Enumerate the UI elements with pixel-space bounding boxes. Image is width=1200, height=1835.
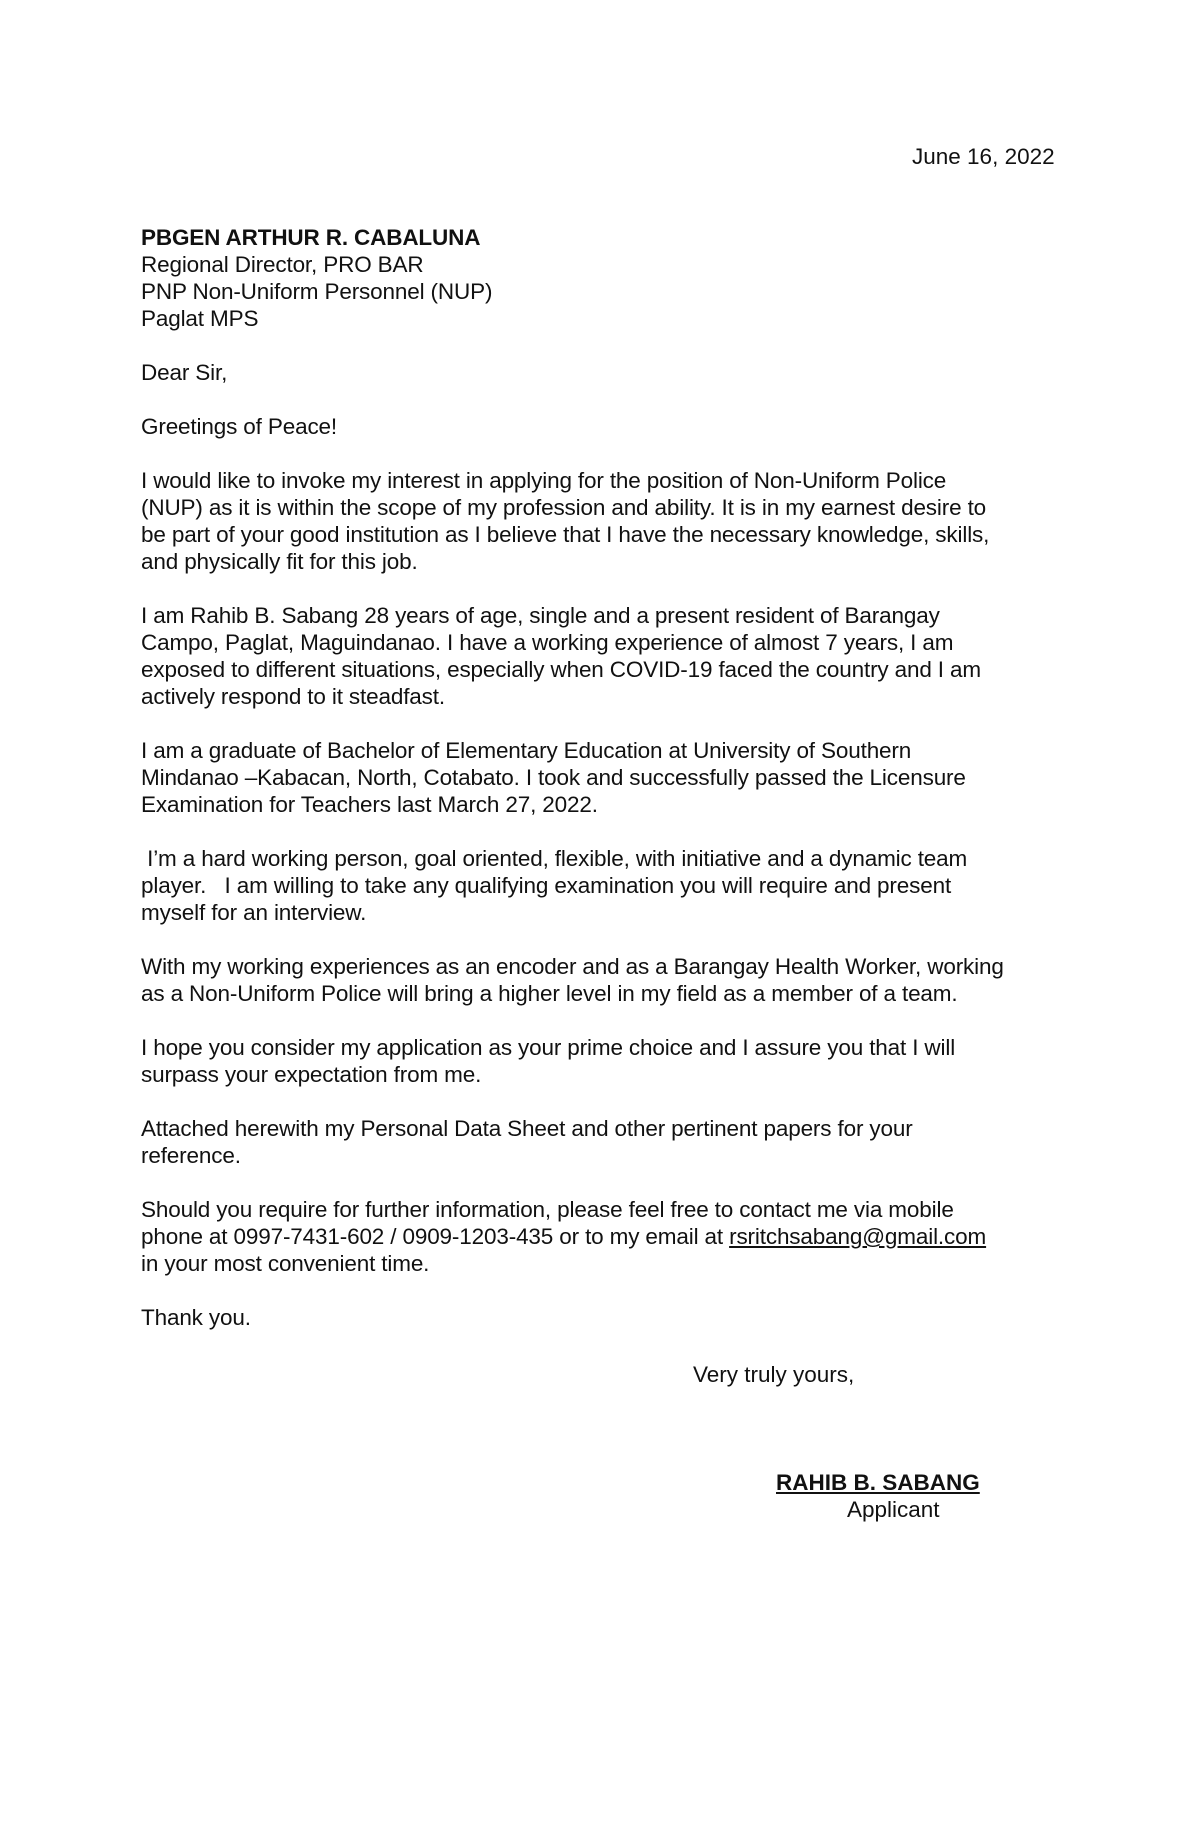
paragraph-line: I hope you consider my application as your prime choice and I assure you that I will (141, 1035, 956, 1060)
paragraph-line: Should you require for further information, please feel free to contact me via mobile (141, 1197, 954, 1222)
recipient-location: Paglat MPS (141, 306, 259, 331)
paragraph-education (141, 737, 1071, 818)
paragraph-line: player. I am willing to take any qualifying examination you will require and present (141, 873, 952, 898)
contact-phones: phone at 0997-7431-602 / 0909-1203-435 or to my email at (141, 1224, 730, 1249)
recipient-name: PBGEN ARTHUR R. CABALUNA (141, 225, 481, 250)
signer-title: Applicant (847, 1497, 940, 1522)
greeting: Greetings of Peace! (141, 414, 338, 439)
paragraph-line: myself for an interview. (141, 900, 367, 925)
closing: Very truly yours, (693, 1362, 855, 1387)
salutation: Dear Sir, (141, 360, 228, 385)
signer-name: RAHIB B. SABANG (776, 1470, 980, 1495)
paragraph-line: and physically fit for this job. (141, 549, 418, 574)
paragraph-line: reference. (141, 1143, 241, 1168)
letter-date: June 16, 2022 (912, 144, 1055, 169)
paragraph-line: as a Non-Uniform Police will bring a higher level in my field as a member of a team. (141, 981, 958, 1006)
paragraph-line: Examination for Teachers last March 27, 2022. (141, 792, 598, 817)
paragraph-qualities (141, 845, 1071, 926)
paragraph-line: be part of your good institution as I believe that I have the necessary knowledge, skills, (141, 522, 990, 547)
paragraph-line: surpass your expectation from me. (141, 1062, 482, 1087)
paragraph-line: (NUP) as it is within the scope of my profession and ability. It is in my earnest desire to (141, 495, 987, 520)
paragraph-line: Campo, Paglat, Maguindanao. I have a working experience of almost 7 years, I am (141, 630, 954, 655)
paragraph-attachments (141, 1115, 1071, 1169)
thanks: Thank you. (141, 1305, 251, 1330)
letter-body (141, 224, 1071, 1331)
paragraph-consideration (141, 1034, 1071, 1088)
recipient-organization: PNP Non-Uniform Personnel (NUP) (141, 279, 493, 304)
paragraph-line: actively respond to it steadfast. (141, 684, 445, 709)
paragraph-interest (141, 467, 1071, 575)
paragraph-line: exposed to different situations, especially when COVID-19 faced the country and I am (141, 657, 981, 682)
paragraph-contact (141, 1196, 1071, 1277)
paragraph-line: With my working experiences as an encoder and as a Barangay Health Worker, working (141, 954, 1004, 979)
paragraph-line: in your most convenient time. (141, 1251, 430, 1276)
paragraph-line: I am a graduate of Bachelor of Elementary Education at University of Southern (141, 738, 912, 763)
paragraph-line: Mindanao –Kabacan, North, Cotabato. I took and successfully passed the Licensure (141, 765, 966, 790)
paragraph-line (141, 1223, 1071, 1250)
recipient-title: Regional Director, PRO BAR (141, 252, 424, 277)
paragraph-line: I am Rahib B. Sabang 28 years of age, single and a present resident of Barangay (141, 603, 940, 628)
email-link[interactable]: rsritchsabang@gmail.com (729, 1224, 987, 1249)
paragraph-about (141, 602, 1071, 710)
paragraph-line: I’m a hard working person, goal oriented, flexible, with initiative and a dynamic team (141, 846, 968, 871)
paragraph-line: I would like to invoke my interest in applying for the position of Non-Uniform Police (141, 468, 947, 493)
paragraph-experience (141, 953, 1071, 1007)
paragraph-line: Attached herewith my Personal Data Sheet and other pertinent papers for your (141, 1116, 913, 1141)
recipient-block (141, 224, 1071, 332)
